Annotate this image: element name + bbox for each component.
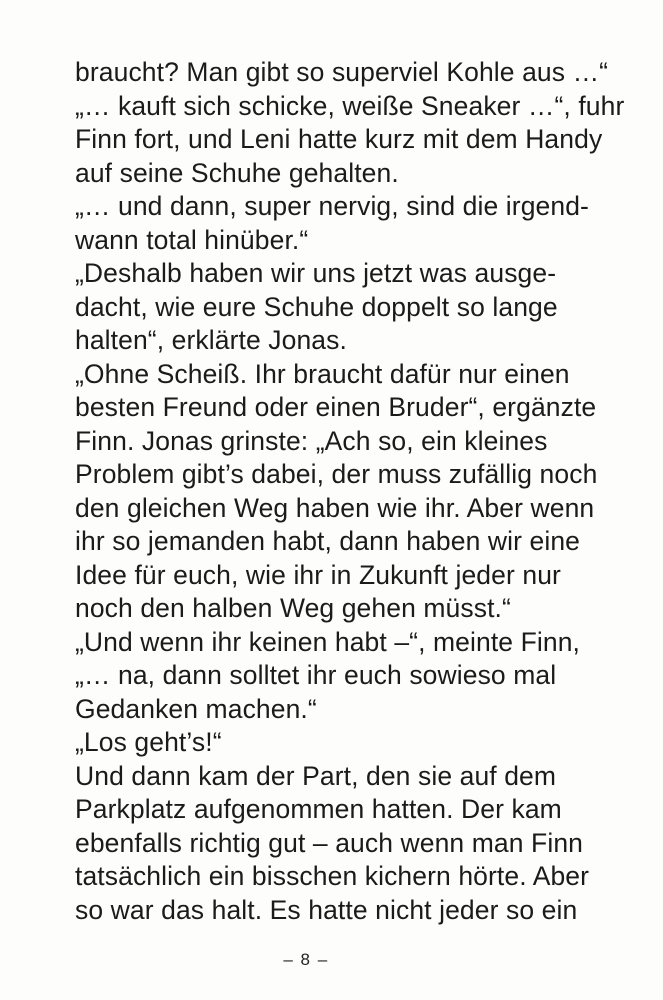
- text-line: ebenfalls richtig gut – auch wenn man Finn: [75, 827, 583, 858]
- page-number: – 8 –: [283, 950, 329, 969]
- text-line: „Deshalb haben wir uns jetzt was ausge-: [75, 258, 557, 288]
- text-line: auf seine Schuhe gehalten.: [75, 157, 399, 188]
- text-line: Und dann kam der Part, den sie auf dem: [75, 760, 557, 791]
- text-line: „… und dann, super nervig, sind die irgend-: [75, 191, 589, 221]
- text-line: besten Freund oder einen Bruder“, ergänzte: [75, 392, 597, 422]
- text-line: „Los geht’s!“: [75, 727, 222, 757]
- text-line: „… na, dann solltet ihr euch sowieso mal: [75, 660, 557, 690]
- text-line: „… kauft sich schicke, weiße Sneaker …“, fuhr: [75, 90, 625, 121]
- text-line: „Ohne Scheiß. Ihr braucht dafür nur einen: [75, 358, 570, 389]
- text-line: halten“, erklärte Jonas.: [75, 325, 347, 355]
- text-line: „Und wenn ihr keinen habt –“, meinte Finn,: [75, 626, 581, 657]
- text-line: braucht? Man gibt so superviel Kohle aus …“: [75, 57, 609, 87]
- text-line: wann total hinüber.“: [75, 224, 309, 255]
- text-line: dacht, wie eure Schuhe doppelt so lange: [75, 291, 558, 322]
- text-line: noch den halben Weg gehen müsst.“: [75, 593, 511, 623]
- text-line: Idee für euch, wie ihr in Zukunft jeder nur: [75, 559, 561, 590]
- text-line: Gedanken machen.“: [75, 693, 317, 724]
- text-line: tatsächlich ein bisschen kichern hörte. Aber: [75, 861, 590, 891]
- text-line: Problem gibt’s dabei, der muss zufällig noch: [75, 459, 598, 489]
- body-text: [75, 56, 625, 927]
- text-line: Parkplatz aufgenommen hatten. Der kam: [75, 794, 562, 824]
- text-line: den gleichen Weg haben wie ihr. Aber wenn: [75, 492, 595, 523]
- text-line: Finn. Jonas grinste: „Ach so, ein kleines: [75, 425, 548, 456]
- text-line: Finn fort, und Leni hatte kurz mit dem Handy: [75, 124, 603, 154]
- text-line: ihr so jemanden habt, dann haben wir eine: [75, 526, 580, 556]
- text-line: so war das halt. Es hatte nicht jeder so ein: [75, 894, 578, 925]
